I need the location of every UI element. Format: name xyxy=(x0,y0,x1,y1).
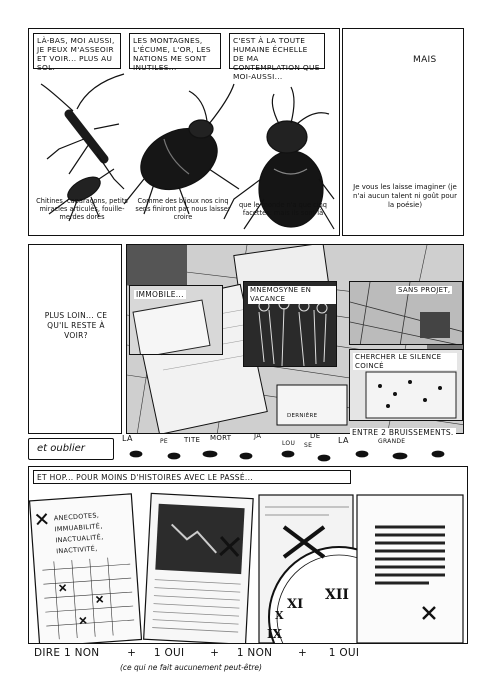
word-4: JA xyxy=(254,432,262,440)
paper-label: DERNIÈRE xyxy=(287,413,318,419)
mais-title: MAIS xyxy=(413,55,437,65)
checklist-item-2: INACTUALITÉ, xyxy=(55,533,104,545)
panel-insects xyxy=(28,28,340,236)
word-6: SE xyxy=(304,442,313,449)
mais-text: Je vous les laisse imaginer (je n'ai aucun talent ni goût pour la poésie) xyxy=(353,183,457,209)
collage-illustration xyxy=(29,467,468,644)
panel-oublier xyxy=(28,438,114,460)
inset-silence xyxy=(349,349,463,421)
footer-part-2: 1 OUI xyxy=(153,647,185,659)
clock-numeral-11: XI xyxy=(287,597,304,612)
clock-numeral-9: IX xyxy=(267,627,282,641)
row4-caption: ET HOP... POUR MOINS D'HISTOIRES AVEC LE PASSÉ... xyxy=(33,470,351,484)
panel-mais xyxy=(342,28,464,236)
footer-line xyxy=(34,647,464,659)
footer-part-4: 1 NON xyxy=(236,647,273,659)
word-0: LA xyxy=(122,434,133,443)
inset-sans-projet-label: SANS PROJET, xyxy=(398,286,451,294)
oublier-text: et oublier xyxy=(37,443,85,454)
inset-mnemosyne xyxy=(243,281,337,367)
caption-1: LÀ-BAS, MOI AUSSI, JE PEUX M'ASSEOIR ET VOIR... PLUS AU SOL. xyxy=(33,33,121,69)
label-facettes: que le monde n'a que cinq facettes: mais ils sont là xyxy=(239,201,327,217)
footer-part-3: + xyxy=(210,647,220,659)
panel-desk xyxy=(126,244,464,434)
footer-part-0: DIRE 1 NON xyxy=(34,647,100,659)
word-9: GRANDE xyxy=(378,438,406,445)
clock-numeral-10: X xyxy=(275,609,284,622)
footer-part-1: + xyxy=(127,647,137,659)
footer-part-6: 1 OUI xyxy=(328,647,360,659)
plus-loin-text: PLUS LOIN... CE QU'IL RESTE À VOIR? xyxy=(44,311,108,340)
panel-plus-loin xyxy=(28,244,122,434)
inset-immobile-label: IMMOBILE... xyxy=(136,290,184,299)
caption-2: LES MONTAGNES, L'ÉCUME, L'OR, LES NATIONS ME SONT INUTILES... xyxy=(129,33,221,69)
word-3: MORT xyxy=(210,434,232,442)
checklist-item-3: INACTIVITÉ, xyxy=(55,544,98,556)
checklist-item-0: ANECDOTES, xyxy=(53,511,100,523)
checklist-item-1: IMMUABILITÉ, xyxy=(54,522,103,534)
inset-mnemosyne-label: MNÉMOSYNE EN VACANCE xyxy=(248,286,336,304)
word-5: LOU xyxy=(282,440,296,447)
label-bijoux: Comme des bijoux nos cinq sens finiront par nous laisser croire xyxy=(135,197,231,221)
word-1: PE xyxy=(160,438,169,445)
footer-part-5: + xyxy=(297,647,308,659)
panel-collage xyxy=(28,466,468,644)
inset-immobile xyxy=(129,285,223,355)
entre-bruissements: ENTRE 2 BRUISSEMENTS. xyxy=(352,428,454,437)
insect-row xyxy=(118,432,468,466)
inset-silence-label: CHERCHER LE SILENCE COINCÉ xyxy=(353,353,457,370)
word-7: DE xyxy=(310,432,321,440)
words-strip xyxy=(118,432,468,466)
inset-sans-projet xyxy=(349,281,463,345)
checklist xyxy=(44,508,135,558)
caption-3: C'EST À LA TOUTE HUMAINE ÉCHELLE DE MA CONTEMPLATION QUE MOI-AUSSI... xyxy=(229,33,325,69)
word-2: TITE xyxy=(184,436,201,444)
word-8: LA xyxy=(338,436,349,445)
footer-note: (ce qui ne fait aucunement peut-être) xyxy=(120,663,262,672)
clock-numeral-12: XII xyxy=(325,587,349,603)
label-chitins: Chitines, caparaçons, petits miracles articulés, fouille-merdes dorés xyxy=(36,197,128,221)
